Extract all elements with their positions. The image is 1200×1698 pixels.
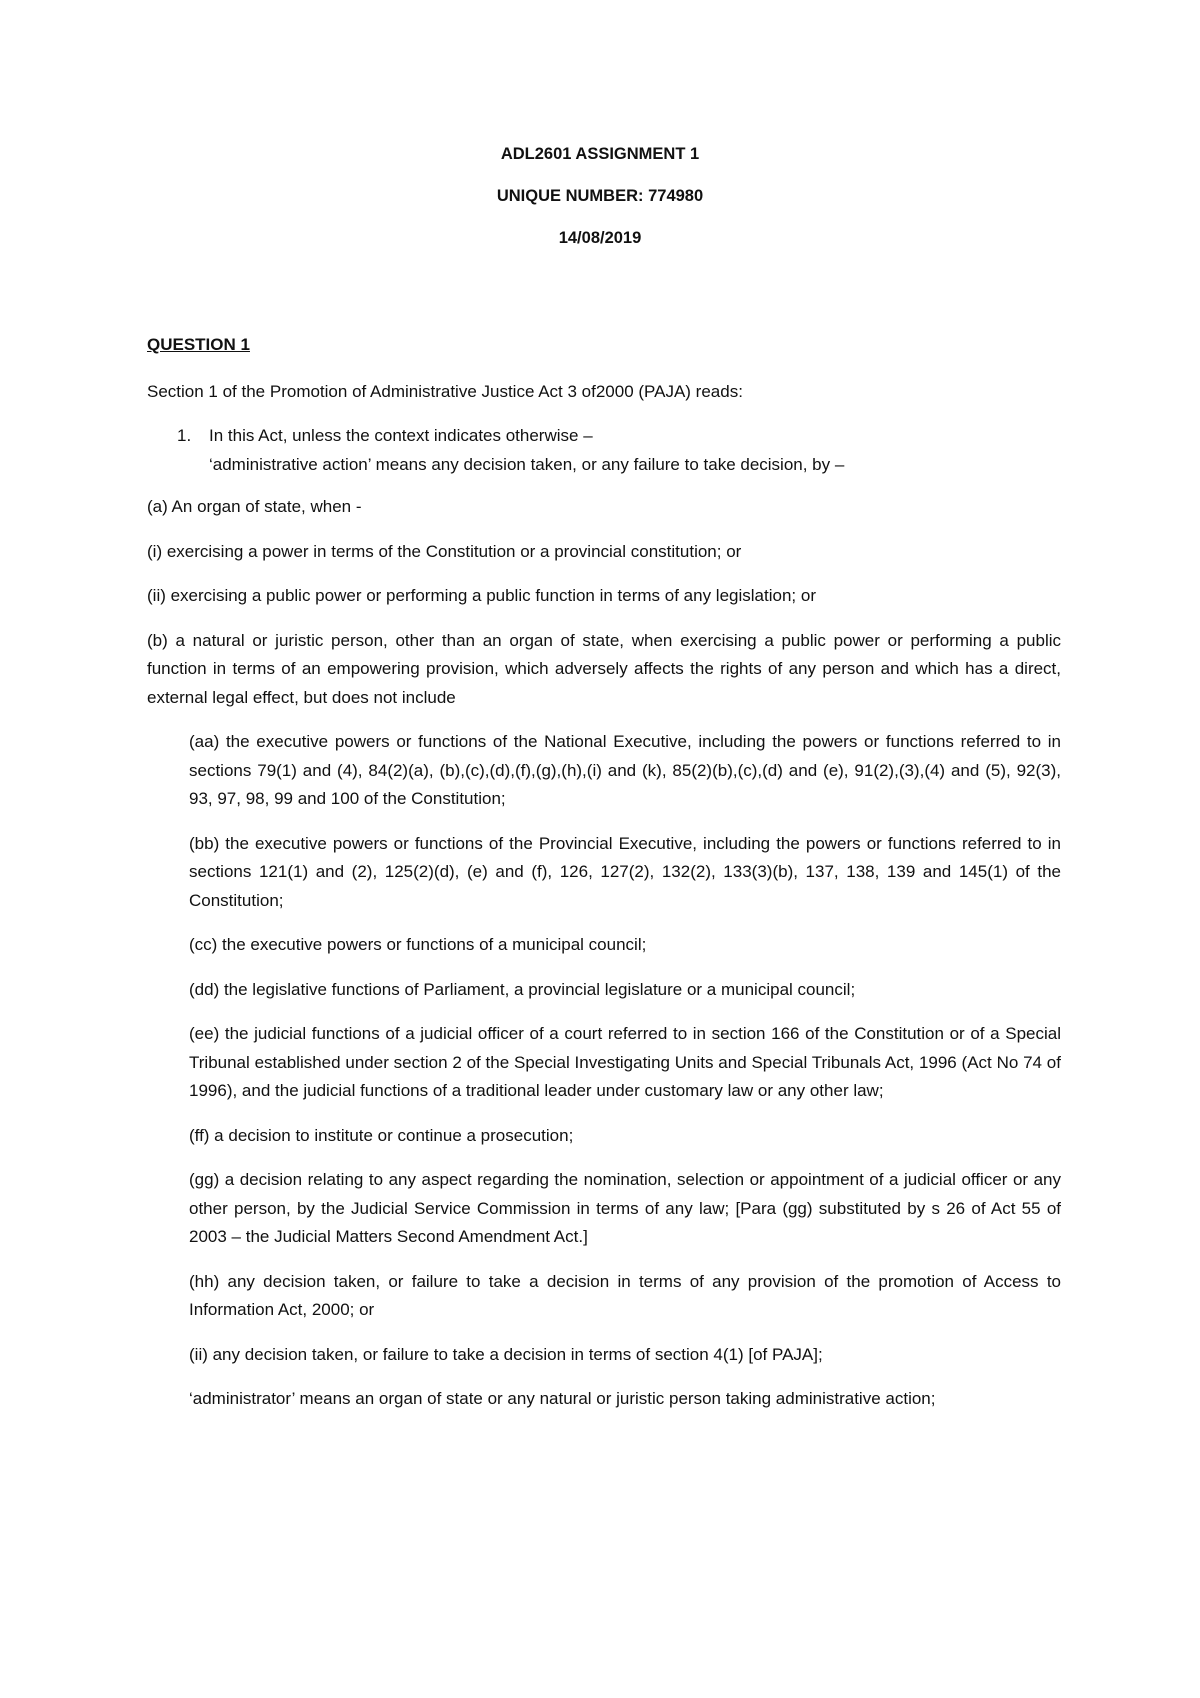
clause-a: (a) An organ of state, when - bbox=[147, 497, 362, 516]
numbered-item-line-2: ‘administrative action’ means any decision taken, or any failure to take decision, by – bbox=[209, 454, 845, 474]
assignment-date: 14/08/2019 bbox=[558, 229, 642, 247]
exclusion-bb: (bb) the executive powers or functions of the Provincial Executive, including the powers or functions referred to in sections 121(1) and (2), 125(2)(d), (e) and (f), 126, 127(2), 132(2), 133(3)(b), 137, 138, 139 and 145(1) of the Constitution; bbox=[189, 833, 1061, 910]
numbered-item-line-1: In this Act, unless the context indicates otherwise – bbox=[209, 426, 593, 445]
exclusion-hh: (hh) any decision taken, or failure to take a decision in terms of any provision of the promotion of Access to Information Act, 2000; or bbox=[189, 1271, 1061, 1319]
exclusion-ii: (ii) any decision taken, or failure to take a decision in terms of section 4(1) [of PAJA]; bbox=[189, 1344, 823, 1364]
unique-number: UNIQUE NUMBER: 774980 bbox=[496, 187, 704, 205]
clause-b: (b) a natural or juristic person, other than an organ of state, when exercising a public power or performing a public function in terms of an empowering provision, which adversely affects the rights of any person and which has a direct, external legal effect, but does not include bbox=[147, 630, 1061, 707]
numbered-item-content bbox=[209, 422, 1061, 479]
question-title: QUESTION 1 bbox=[147, 335, 250, 354]
clause-i: (i) exercising a power in terms of the Constitution or a provincial constitution; or bbox=[147, 541, 742, 561]
exclusion-cc: (cc) the executive powers or functions of a municipal council; bbox=[189, 935, 647, 954]
exclusion-aa: (aa) the executive powers or functions of the National Executive, including the powers or functions referred to in sections 79(1) and (4), 84(2)(a), (b),(c),(d),(f),(g),(h),(i) and (k), 85(2)(b),(c),(d) and (e), 91(2),(3),(4) and (5), 92(3), 93, 97, 98, 99 and 100 of the Constitution; bbox=[189, 732, 1061, 808]
exclusion-ff: (ff) a decision to institute or continue a prosecution; bbox=[189, 1125, 574, 1145]
assignment-title: ADL2601 ASSIGNMENT 1 bbox=[500, 145, 700, 163]
document-body bbox=[147, 331, 1061, 1430]
administrator-definition: ‘administrator’ means an organ of state or any natural or juristic person taking administrative action; bbox=[189, 1389, 936, 1408]
numbered-item-1 bbox=[147, 422, 1061, 479]
exclusion-dd: (dd) the legislative functions of Parliament, a provincial legislature or a municipal council; bbox=[189, 979, 856, 999]
document-header bbox=[0, 146, 1200, 247]
intro-paragraph: Section 1 of the Promotion of Administrative Justice Act 3 of2000 (PAJA) reads: bbox=[147, 381, 743, 401]
exclusion-gg: (gg) a decision relating to any aspect regarding the nomination, selection or appointment of a judicial officer or any other person, by the Judicial Service Commission in terms of any law; [Para (gg) substituted by s 26 of Act 55 of 2003 – the Judicial Matters Second Amendment Act.] bbox=[189, 1170, 1061, 1246]
list-number: 1. bbox=[177, 426, 192, 445]
clause-ii: (ii) exercising a public power or performing a public function in terms of any legislation; or bbox=[147, 586, 816, 605]
exclusion-ee: (ee) the judicial functions of a judicial officer of a court referred to in section 166 of the Constitution or of a Special Tribunal established under section 2 of the Special Investigating Units and Special Tribunals Act, 1996 (Act No 74 of 1996), and the judicial functions of a traditional leader under customary law or any other law; bbox=[189, 1024, 1061, 1100]
